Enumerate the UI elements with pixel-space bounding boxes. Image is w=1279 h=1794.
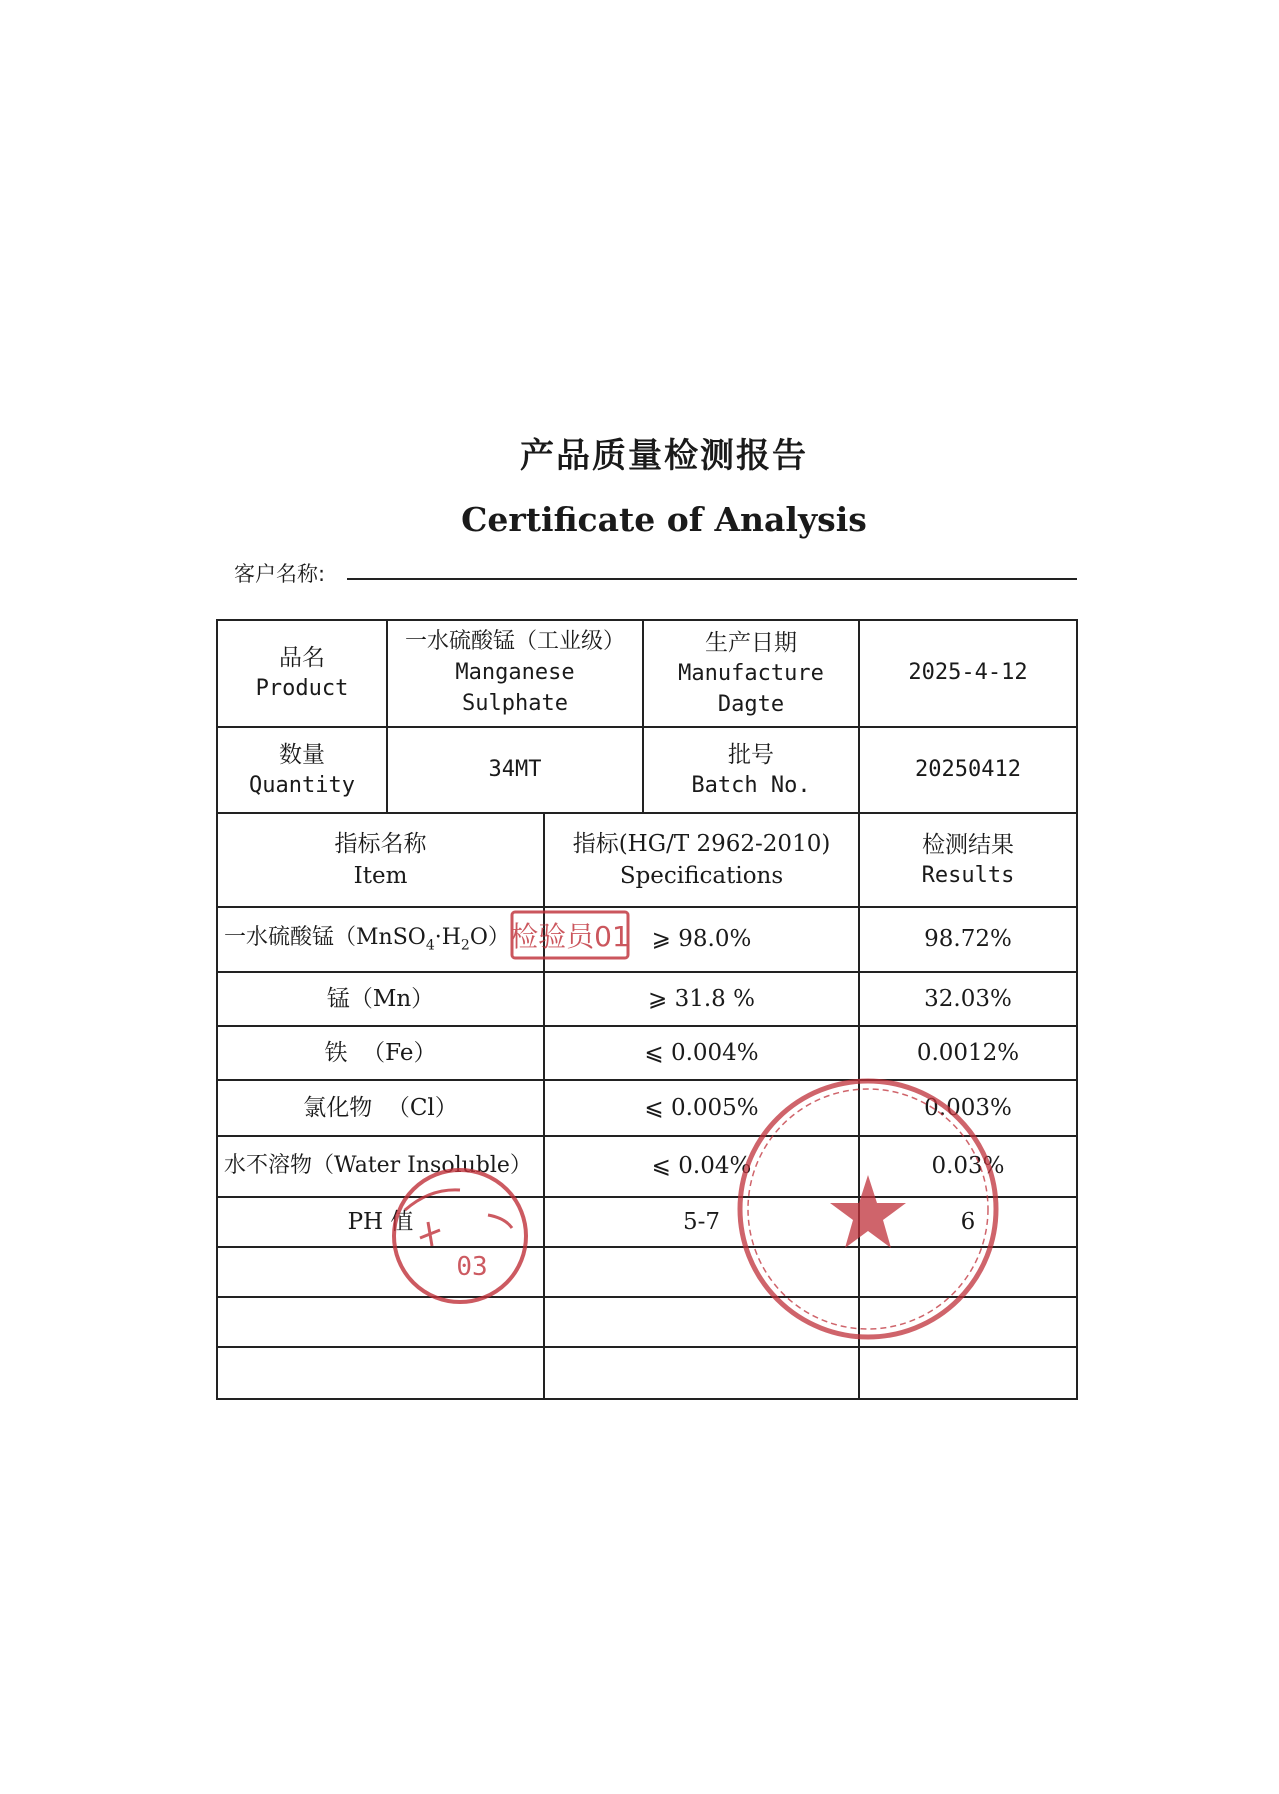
table-row-item [218,973,543,1025]
small-stamp-number: 03 [456,1252,488,1282]
table-row-item [218,908,549,971]
spec-value: ⩾ 98.0% [651,926,752,953]
table-row-spec [545,1081,858,1135]
product-label-cell [218,621,386,726]
quantity-label-en: Quantity [249,772,355,798]
item-text: 水不溶物（Water Insoluble） [224,1153,532,1179]
spec-value: 5-7 [682,1208,721,1235]
result-value: 0.03% [931,1153,1005,1180]
column-header-item [218,814,543,906]
product-value-cell [388,621,642,726]
date-label-cell [644,621,858,726]
item-text: 一水硫酸锰（MnSO [224,925,426,950]
customer-name-line [347,578,1077,580]
product-value-en-2: Sulphate [462,690,568,716]
result-value: 0.003% [924,1094,1012,1121]
spec-value: ⩽ 0.005% [644,1094,759,1121]
quantity-value-cell [388,728,642,812]
column-header-spec [545,814,858,906]
quantity-label-cell [218,728,386,812]
table-row-result [860,1081,1076,1135]
item-text: 锰（Mn） [326,985,435,1012]
column-header-spec-en: Specifications [619,863,784,889]
spec-value: ⩽ 0.004% [644,1039,759,1066]
title-english: Certificate of Analysis [461,500,867,539]
column-header-spec-cn: 指标(HG/T 2962-2010) [572,830,831,857]
table-row-item [218,1081,543,1135]
item-subscript: 2 [460,937,470,954]
date-label-cn: 生产日期 [705,629,797,656]
product-value-en-1: Manganese [455,660,575,686]
table-row-result [860,973,1076,1025]
batch-value-cell [860,728,1076,812]
item-text: 铁 （Fe） [324,1039,437,1066]
result-value: 6 [960,1208,976,1235]
quantity-value: 34MT [488,756,542,782]
item-text: PH 值 [347,1208,414,1235]
column-header-result-cn: 检测结果 [922,831,1014,858]
column-header-item-en: Item [353,863,408,889]
spec-value: ⩽ 0.04% [651,1153,752,1180]
column-header-item-cn: 指标名称 [334,830,427,857]
batch-label-cell [644,728,858,812]
table-row-item [218,1027,543,1079]
item-text: O） [469,925,510,950]
item-subscript: 4 [425,937,435,954]
table-row-spec [545,973,858,1025]
result-value: 0.0012% [916,1039,1020,1066]
table-row-result [860,908,1076,971]
table-row-item [218,1198,543,1246]
spec-value: ⩾ 31.8 % [648,985,755,1012]
table-row-result [860,1137,1076,1196]
result-value: 32.03% [924,985,1012,1012]
item-text: 氯化物 （Cl） [303,1094,458,1121]
date-label-en-2: Dagte [717,691,785,717]
batch-value: 20250412 [915,756,1021,782]
batch-label-cn: 批号 [728,741,774,768]
table-row-spec [545,908,858,971]
table-row-spec [545,1027,858,1079]
quantity-label-cn: 数量 [279,741,325,768]
product-label-cn: 品名 [279,645,325,671]
customer-name-label: 客户名称: [234,562,326,586]
table-row-spec [545,1137,858,1196]
date-value-cell [860,621,1076,726]
batch-label-en: Batch No. [691,772,811,798]
title-chinese: 产品质量检测报告 [520,436,808,476]
column-header-result [860,814,1076,906]
date-value: 2025-4-12 [908,660,1028,686]
inspector-stamp-text: 检验员01 [510,920,630,953]
table-row-result [860,1027,1076,1079]
item-text: ·H [434,925,461,950]
table-row-result [860,1198,1076,1246]
product-value-cn: 一水硫酸锰（工业级） [404,629,625,655]
result-value: 98.72% [924,926,1012,953]
product-label-en: Product [255,676,349,702]
table-row-item [218,1137,549,1196]
column-header-result-en: Results [921,862,1015,888]
analysis-table [216,619,1078,1400]
date-label-en-1: Manufacture [678,660,824,686]
table-row-spec [545,1198,858,1246]
